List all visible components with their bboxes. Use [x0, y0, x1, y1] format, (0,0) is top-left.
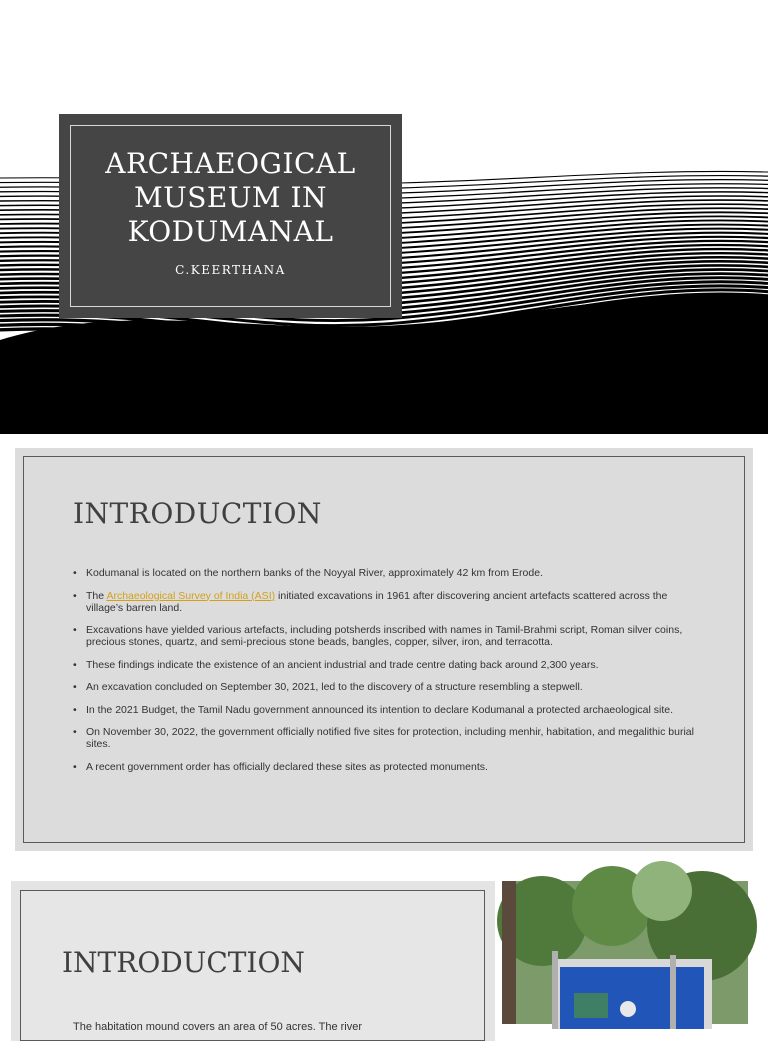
title-box — [59, 114, 402, 318]
presentation-title: ARCHAEOGICAL MUSEUM IN KODUMANAL — [105, 147, 356, 248]
slide-frame — [20, 890, 485, 1041]
body-text: The habitation mound covers an area of 50 acres. The river — [73, 1021, 363, 1033]
bullet-item: • On November 30, 2022, the government officially notified five sites for protection, including menhir, habitation, and megalithic burial sites. — [73, 726, 703, 750]
slide-frame — [23, 456, 745, 843]
museum-sign-photo — [502, 881, 748, 1024]
bullet-item: • Excavations have yielded various artefacts, including potsherds inscribed with names in Tamil-Brahmi script, Roman silver coins, precious stones, quartz, and semi-precious stone beads, bangles, copper, silver, iron, and terracotta. — [73, 624, 703, 648]
bullet-item — [73, 590, 703, 614]
bullet-suffix: initiated excavations in 1961 after discovering ancient artefacts scattered across the village’s barren land. — [86, 589, 668, 614]
bullet-item: • An excavation concluded on September 30, 2021, led to the discovery of a structure resembling a stepwell. — [73, 681, 703, 693]
bullet-list — [73, 567, 703, 783]
introduction-slide — [15, 448, 753, 851]
slide-heading: INTRODUCTION — [62, 946, 305, 979]
introduction-slide-2 — [11, 881, 748, 1033]
author-name: C.KEERTHANA — [175, 263, 286, 277]
slide-heading: INTRODUCTION — [73, 497, 322, 530]
bullet-item: • Kodumanal is located on the northern banks of the Noyyal River, approximately 42 km from Erode. — [73, 567, 703, 579]
bullet-item: • A recent government order has officially declared these sites as protected monuments. — [73, 761, 703, 773]
title-frame — [70, 125, 391, 307]
title-slide — [0, 0, 768, 434]
bullet-prefix: The — [86, 589, 107, 602]
asi-link[interactable]: Archaeological Survey of India (ASI) — [106, 589, 276, 602]
bullet-item: • In the 2021 Budget, the Tamil Nadu government announced its intention to declare Kodumanal a protected archaeological site. — [73, 704, 703, 716]
text-panel — [11, 881, 495, 1041]
bullet-item: • These findings indicate the existence of an ancient industrial and trade centre dating back around 2,300 years. — [73, 659, 703, 671]
museum-sign-image — [502, 881, 748, 1024]
